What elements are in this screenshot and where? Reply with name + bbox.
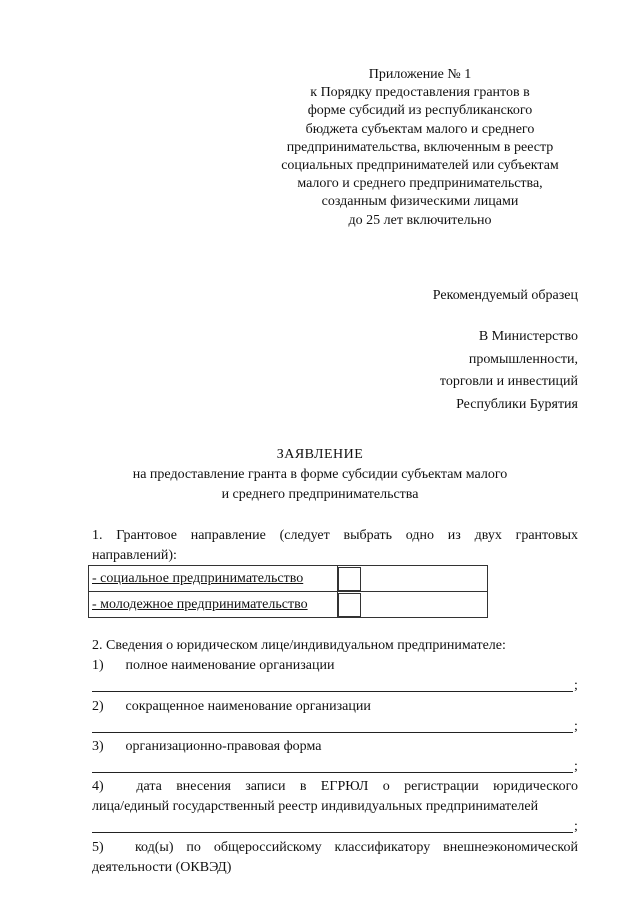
appendix-line: форме субсидий из республиканского	[307, 103, 533, 119]
legal-form-input-line[interactable]	[92, 772, 573, 773]
item-label: организационно-правовая форма	[125, 739, 322, 754]
item-label: полное наименование организации	[125, 658, 335, 673]
appendix-line: до 25 лет включительно	[348, 212, 492, 228]
section2-heading: 2. Сведения о юридическом лице/индивидуальном предпринимателе:	[92, 638, 506, 653]
document-subtitle-line: на предоставление гранта в форме субсидии субъектам малого	[132, 467, 508, 482]
item-number: 4)	[92, 779, 104, 794]
grant-option-row	[89, 592, 488, 618]
appendix-line: малого и среднего предпринимательства,	[297, 176, 543, 192]
item-number: 3)	[92, 739, 104, 754]
form-item-legal-form	[92, 739, 578, 755]
line-terminator: ;	[574, 678, 578, 693]
item-number: 5)	[92, 840, 104, 855]
social-entrepreneurship-checkbox[interactable]	[338, 567, 361, 591]
appendix-header	[256, 66, 584, 230]
short-name-input-line[interactable]	[92, 732, 573, 733]
item-label: дата внесения записи в ЕГРЮЛ о регистрации юридического	[136, 779, 579, 794]
appendix-line: созданным физическими лицами	[321, 194, 519, 210]
line-terminator: ;	[574, 819, 578, 834]
addressee-line: торговли и инвестиций	[439, 374, 578, 389]
item-label-continued: деятельности (ОКВЭД)	[92, 860, 232, 875]
line-terminator: ;	[574, 759, 578, 774]
addressee-block	[440, 326, 578, 416]
appendix-line: к Порядку предоставления грантов в	[310, 85, 530, 101]
form-item-okved	[92, 840, 578, 856]
item-label: код(ы) по общероссийскому классификатору внешнеэкономической	[134, 840, 579, 855]
registry-date-input-line[interactable]	[92, 832, 573, 833]
appendix-line: бюджета субъектам малого и среднего	[305, 121, 535, 137]
addressee-line: В Министерство	[478, 329, 578, 344]
form-item-short-name	[92, 699, 578, 715]
item-number: 1)	[92, 658, 104, 673]
section1-text: 1. Грантовое направление (следует выбрать одно из двух грантовых направлений):	[92, 528, 578, 563]
grant-option-row	[89, 566, 488, 592]
form-item-okved-cont	[92, 860, 578, 876]
addressee-line: Республики Бурятия	[456, 396, 578, 412]
form-item-full-name	[92, 658, 578, 674]
grant-direction-table	[88, 565, 488, 618]
document-title: ЗАЯВЛЕНИЕ	[276, 447, 364, 462]
grant-option-cell	[338, 592, 488, 618]
document-subtitle-line: и среднего предпринимательства	[221, 487, 419, 502]
item-label: сокращенное наименование организации	[125, 699, 371, 714]
appendix-line: предпринимательства, включенным в реестр	[286, 139, 554, 155]
form-item-registry-date	[92, 779, 578, 795]
grant-option-label: - молодежное предпринимательство	[89, 592, 338, 618]
appendix-line: Приложение № 1	[368, 67, 472, 82]
youth-entrepreneurship-checkbox[interactable]	[338, 593, 361, 617]
document-title-block	[60, 445, 580, 505]
item-label-continued: лица/единый государственный реестр индивидуальных предпринимателей	[92, 799, 539, 814]
appendix-line: социальных предпринимателей или субъектам	[281, 158, 559, 174]
full-name-input-line[interactable]	[92, 691, 573, 692]
grant-option-label: - социальное предпринимательство	[89, 566, 338, 592]
grant-option-cell	[338, 566, 488, 592]
addressee-line: промышленности,	[468, 351, 578, 367]
form-item-registry-date-cont	[92, 799, 578, 815]
line-terminator: ;	[574, 719, 578, 734]
item-number: 2)	[92, 699, 104, 714]
recommended-sample-label: Рекомендуемый образец	[432, 288, 578, 303]
